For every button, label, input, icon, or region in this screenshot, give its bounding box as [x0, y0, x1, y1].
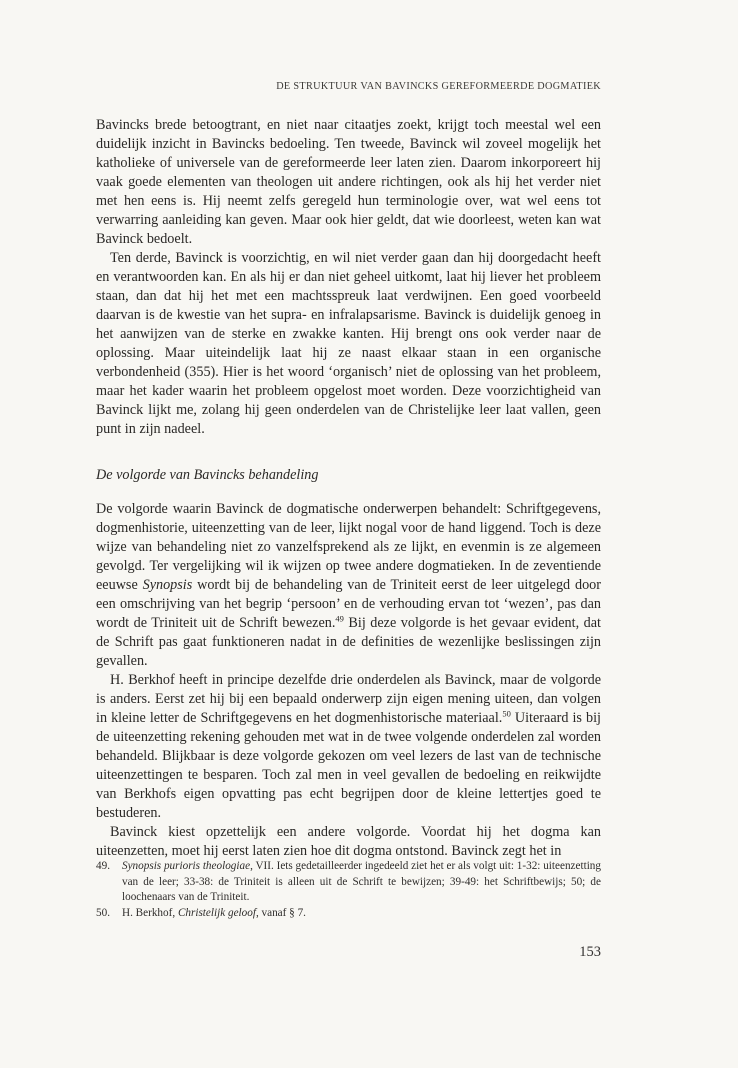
text-run: H. Berkhof heeft in principe dezelfde drie onderdelen als Bavinck, maar de volgorde is anders. Eerst zet hij bij een bepaald onderwerp zijn eigen mening uiteen, dan volgen in kleine letter de Schriftgegevens en het dogmenhistorische materiaal. [96, 672, 601, 726]
text-run: , vanaf § 7. [255, 906, 306, 919]
text-run: Uiteraard is bij de uiteenzetting rekening gehouden met wat in de twee volgende onderdelen zal worden behandeld. Blijkbaar is deze volgorde gekozen om veel lezers de last van de technische uiteenzettingen te besparen. Toch zal men in veel gevallen de bedoeling en reikwijdte van Berkhofs eigen opvatting pas echt begrijpen door de kleine lettertjes goed te bestuderen. [96, 710, 601, 821]
paragraph [96, 671, 601, 823]
text-run: H. Berkhof, [122, 906, 178, 919]
paragraph: Bavinck kiest opzettelijk een andere volgorde. Voordat hij het dogma kan uiteenzetten, moet hij eerst laten zien hoe dit dogma ontstond. Bavinck zegt het in [96, 824, 601, 859]
footnote-reference: 49 [335, 613, 344, 624]
running-head: DE STRUKTUUR VAN BAVINCKS GEREFORMEERDE DOGMATIEK [276, 81, 601, 92]
italic-title: Synopsis [142, 577, 193, 593]
footnote-text [122, 906, 601, 922]
text-run: wordt bij de behandeling van de Triniteit eerst de leer uitgelegd door een omschrijving van het begrip ‘persoon’ en de verhouding ervan tot ‘wezen’, pas dan wordt de Triniteit uit de Schrift bewezen. [96, 577, 601, 631]
section-heading: De volgorde van Bavincks behandeling [96, 467, 319, 483]
text-run: Bij deze volgorde is het gevaar evident, dat de Schrift pas gaat funktioneren nadat in de definities de wezenlijke beslissingen zijn gevallen. [96, 615, 601, 669]
footnotes [96, 859, 601, 921]
body-text-block [96, 500, 601, 861]
paragraph: Ten derde, Bavinck is voorzichtig, en wil niet verder gaan dan hij doorgedacht heeft en verantwoorden kan. En als hij er dan niet geheel uitkomt, laat hij liever het probleem staan, dan dat hij het met een machtsspreuk laat verdwijnen. Een goed voorbeeld daarvan is de kwestie van het supra- en infralapsarisme. Bavinck is duidelijk genoeg in het aanwijzen van de sterke en zwakke kanten. Hij brengt ons ook verder naar de oplossing. Maar uiteindelijk laat hij ze naast elkaar staan in een organische verbondenheid (355). Hier is het woord ‘organisch’ niet de oplossing van het probleem, maar het kader waarin het probleem opgelost moet worden. Deze voorzichtigheid van Bavinck lijkt me, zolang hij geen onderdelen van de Christelijke leer laat vallen, geen punt in zijn nadeel. [96, 250, 601, 437]
paragraph [96, 500, 601, 671]
text-run: , VII. Iets gedetailleerder ingedeeld ziet het er als volgt uit: 1-32: uiteenzetting van de leer; 33-38: de Triniteit is alleen uit de Schrift te bewijzen; 39-49: het Schriftbewijs; 50; de loochenaars van de Triniteit. [122, 860, 601, 903]
footnote-number: 49. [96, 860, 110, 872]
footnote-text [122, 859, 601, 906]
footnote-number: 50. [96, 906, 110, 919]
paragraph: Bavincks brede betoogtrant, en niet naar citaatjes zoekt, krijgt toch meestal wel een duidelijk inzicht in Bavincks bedoeling. Ten tweede, Bavinck wil zoveel mogelijk het katholieke of universele van de gereformeerde leer laten zien. Daarom inkorporeert hij vaak goede elementen van theologen uit andere richtingen, ook als hij het verder niet met hen eens is. Hij neemt zelfs geregeld hun terminologie over, wat wel eens tot verwarring aanleiding kan geven. Maar ook hier geldt, dat wie doorleest, weten kan wat Bavinck bedoelt. [96, 117, 601, 247]
italic-title: Synopsis purioris theologiae [122, 860, 251, 872]
footnote [96, 906, 601, 922]
footnote [96, 859, 601, 906]
page-number: 153 [579, 944, 601, 960]
body-text-block [96, 116, 601, 439]
italic-title: Christelijk geloof [177, 906, 256, 919]
footnote-reference: 50 [502, 708, 511, 719]
text-run: De volgorde waarin Bavinck de dogmatische onderwerpen behandelt: Schriftgegevens, dogmenhistorie, uiteenzetting van de leer, lijkt nogal voor de hand liggend. Toch is deze wijze van behandeling niet zo vanzelfsprekend als ze lijkt, en evenmin is ze algemeen gevolgd. Ter vergelijking wil ik wijzen op twee andere dogmatieken. In de zeventiende eeuwse [96, 501, 601, 593]
